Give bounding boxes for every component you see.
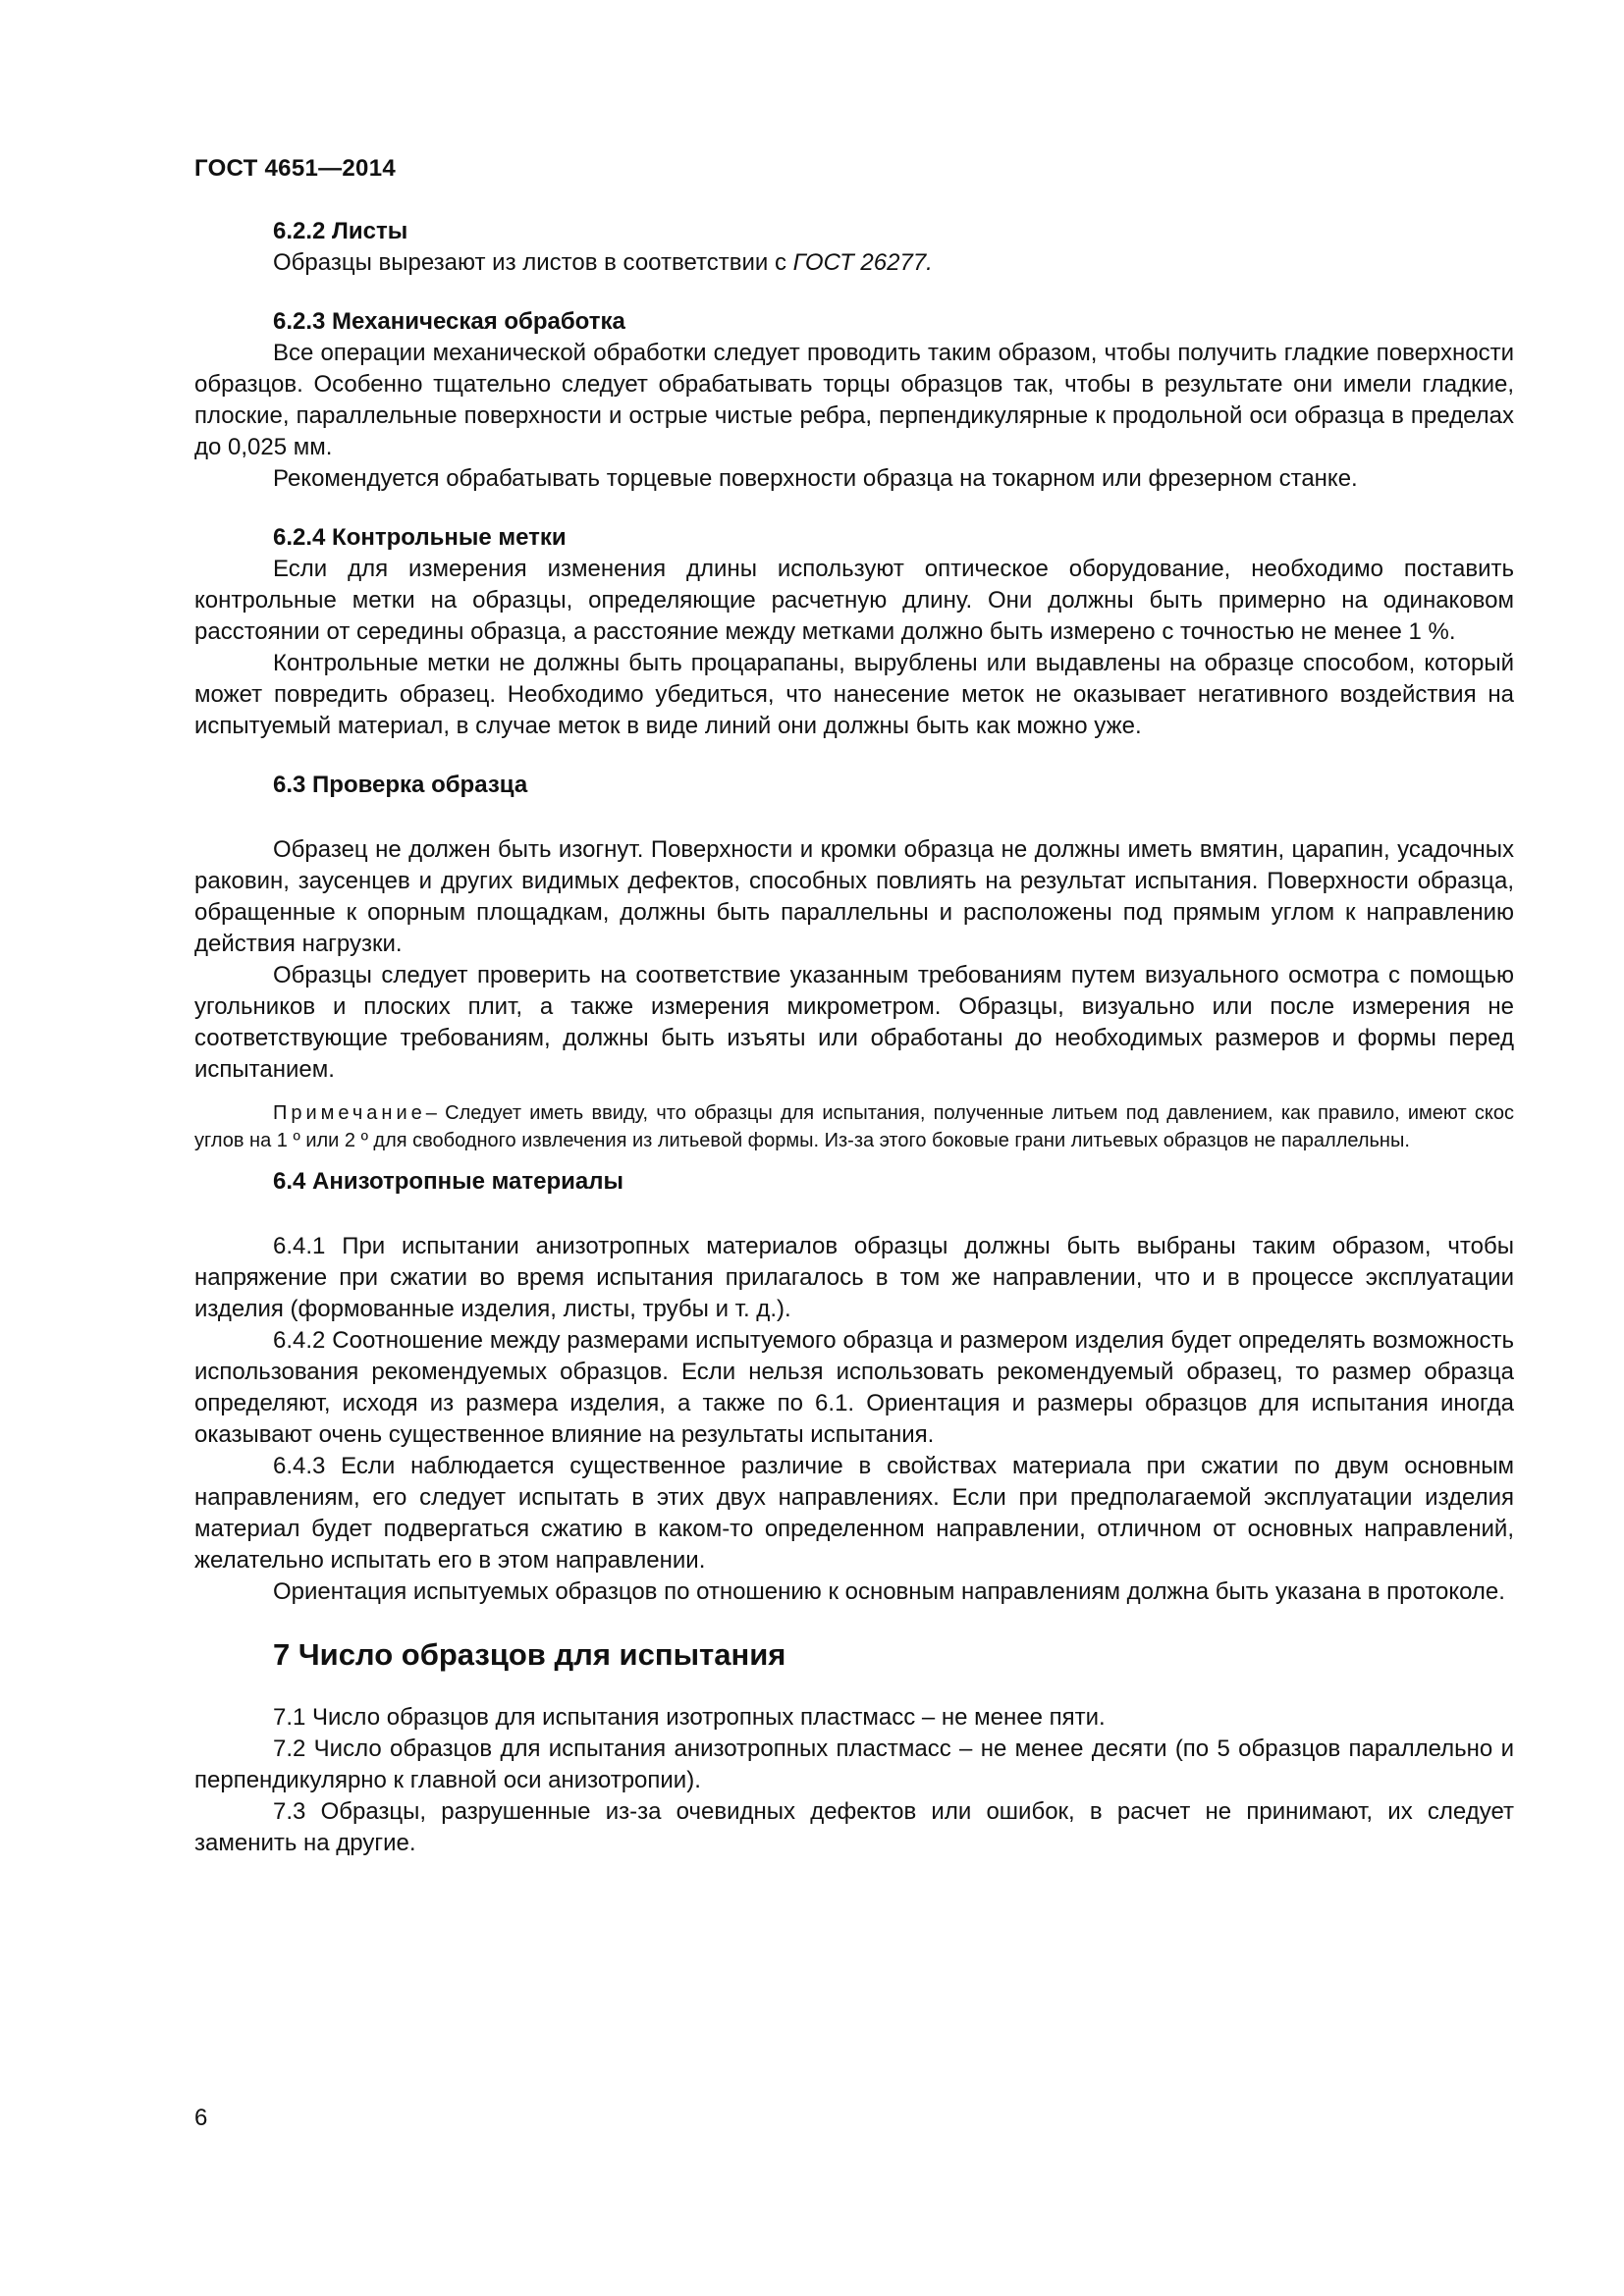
section-6-3-paragraph-2: Образцы следует проверить на соответствие указанным требованиям путем визуального осмотра с помощью угольников и плоских плит, а также измерения микрометром. Образцы, визуально или после измерения не соответствующие требованиям, должны быть изъяты или обработаны до необходимых размеров и формы перед испытанием. <box>194 962 1514 1083</box>
section-7-paragraph-1: 7.1 Число образцов для испытания изотропных пластмасс – не менее пяти. <box>273 1704 1106 1731</box>
page-number: 6 <box>194 2105 208 2131</box>
section-6-3-paragraph-1: Образец не должен быть изогнут. Поверхности и кромки образца не должны иметь вмятин, царапин, усадочных раковин, заусенцев и других видимых дефектов, способных повлиять на результат испытания. Поверхности образца, обращенные к опорным площадкам, должны быть параллельны и расположены под прямым углом к направлению действия нагрузки. <box>194 836 1514 957</box>
section-6-3-note <box>194 1099 1514 1154</box>
section-6-2-4-title: 6.2.4 Контрольные метки <box>273 524 567 551</box>
document-body <box>194 216 1514 1859</box>
section-6-2-4-paragraph-1: Если для измерения изменения длины используют оптическое оборудование, необходимо поставить контрольные метки на образцы, определяющие расчетную длину. Они должны быть примерно на одинаковом расстоянии от середины образца, а расстояние между метками должно быть измерено с точностью не менее 1 %. <box>194 556 1514 645</box>
section-6-3-title: 6.3 Проверка образца <box>273 772 528 798</box>
section-6-2-3-paragraph-1: Все операции механической обработки следует проводить таким образом, чтобы получить гладкие поверхности образцов. Особенно тщательно следует обрабатывать торцы образцов так, чтобы в результате они имели гладкие, плоские, параллельные поверхности и острые чистые ребра, перпендикулярные к продольной оси образца в пределах до 0,025 мм. <box>194 340 1514 460</box>
section-6-4-paragraph-2: 6.4.2 Соотношение между размерами испытуемого образца и размером изделия будет определять возможность использования рекомендуемых образцов. Если нельзя использовать рекомендуемый образец, то размер образца определяют, исходя из размера изделия, а также по 6.1. Ориентация и размеры образцов для испытания иногда оказывают очень существенное влияние на результаты испытания. <box>194 1327 1514 1448</box>
section-7-title: 7 Число образцов для испытания <box>273 1637 786 1672</box>
section-6-4-paragraph-4: Ориентация испытуемых образцов по отношению к основным направлениям должна быть указана в протоколе. <box>273 1578 1505 1605</box>
gost-reference: ГОСТ 26277. <box>792 249 933 276</box>
section-7-paragraph-2: 7.2 Число образцов для испытания анизотропных пластмасс – не менее десяти (по 5 образцов параллельно и перпендикулярно к главной оси анизотропии). <box>194 1735 1514 1793</box>
note-text: – Следует иметь ввиду, что образцы для испытания, полученные литьем под давлением, как правило, имеют скос углов на 1 º или 2 º для свободного извлечения из литьевой формы. Из-за этого боковые грани литьевых образцов не параллельны. <box>194 1102 1514 1151</box>
document-header: ГОСТ 4651—2014 <box>194 155 397 182</box>
section-6-4-paragraph-3: 6.4.3 Если наблюдается существенное различие в свойствах материала при сжатии по двум основным направлениям, его следует испытать в этих двух направлениях. Если при предполагаемой эксплуатации изделия материал будет подвергаться сжатию в каком-то определенном направлении, отличном от основных направлений, желательно испытать его в этом направлении. <box>194 1453 1514 1574</box>
section-6-4-title: 6.4 Анизотропные материалы <box>273 1168 623 1195</box>
section-6-2-2-text: Образцы вырезают из листов в соответствии с <box>273 249 793 276</box>
section-6-2-3-title: 6.2.3 Механическая обработка <box>273 308 625 335</box>
section-6-2-2-title: 6.2.2 Листы <box>273 218 408 244</box>
note-label: Примечание <box>273 1102 426 1124</box>
section-7-paragraph-3: 7.3 Образцы, разрушенные из-за очевидных дефектов или ошибок, в расчет не принимают, их следует заменить на другие. <box>194 1798 1514 1856</box>
section-6-2-2-paragraph <box>194 247 1514 279</box>
section-6-2-3-paragraph-2: Рекомендуется обрабатывать торцевые поверхности образца на токарном или фрезерном станке. <box>273 465 1358 492</box>
section-6-4-paragraph-1: 6.4.1 При испытании анизотропных материалов образцы должны быть выбраны таким образом, чтобы напряжение при сжатии во время испытания прилагалось в том же направлении, что и в процессе эксплуатации изделия (формованные изделия, листы, трубы и т. д.). <box>194 1233 1514 1322</box>
section-6-2-4-paragraph-2: Контрольные метки не должны быть процарапаны, вырублены или выдавлены на образце способом, который может повредить образец. Необходимо убедиться, что нанесение меток не оказывает негативного воздействия на испытуемый материал, в случае меток в виде линий они должны быть как можно уже. <box>194 650 1514 739</box>
